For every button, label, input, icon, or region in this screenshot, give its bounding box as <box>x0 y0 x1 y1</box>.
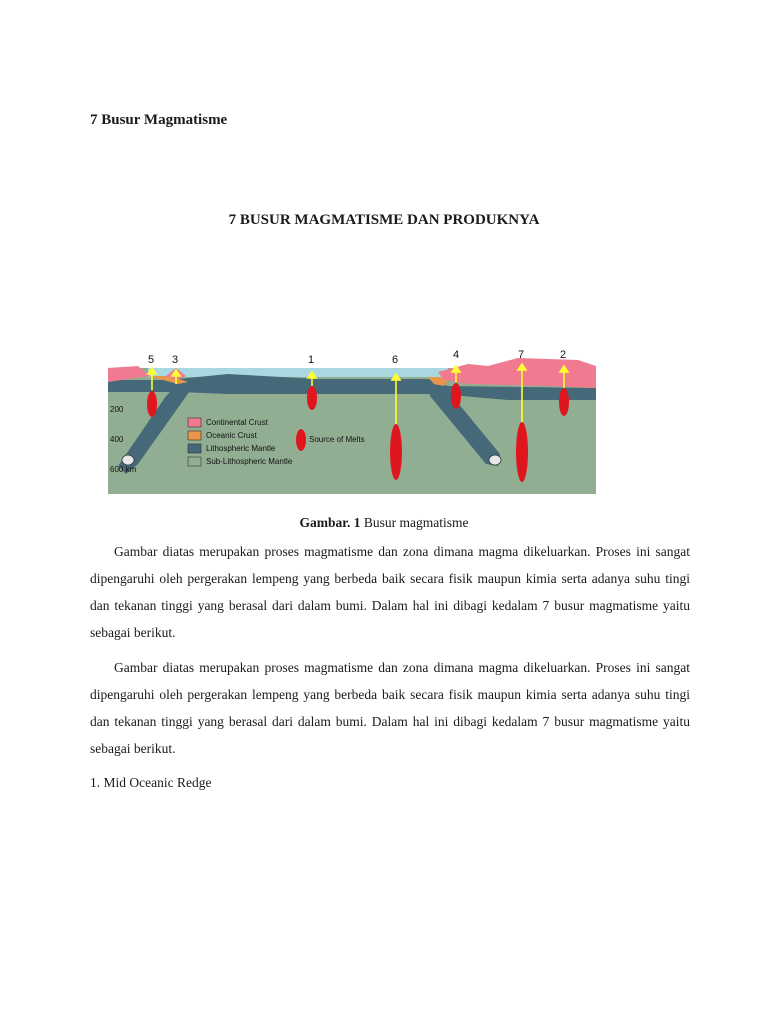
document-title: 7 BUSUR MAGMATISME DAN PRODUKNYA <box>228 212 540 228</box>
depth-label-600: 600 km <box>110 465 137 474</box>
melt-source-6 <box>390 424 402 480</box>
legend-continental-crust: Continental Crust <box>206 418 268 427</box>
body-paragraph: Gambar diatas merupakan proses magmatisme dan zona dimana magma dikeluarkan. Proses ini sangat dipengaruhi oleh pergerakan lempeng yang berbeda baik secara fisik maupun kimia serta adanya suhu tingi dan tekanan tinggi yang berasal dari dalam bumi. Dalam hal ini dibagi kedalam 7 busur magmatisme yaitu sebagai berikut. <box>90 544 690 640</box>
caption-text: Busur magmatisme <box>360 515 469 530</box>
legend-continental-crust-swatch <box>188 418 201 427</box>
depth-label-400: 400 <box>110 435 124 444</box>
melt-source-2 <box>559 388 569 416</box>
arc-number-7: 7 <box>518 349 525 361</box>
legend-melt-swatch <box>296 429 306 451</box>
arc-number-1: 1 <box>308 354 315 366</box>
arc-number-4: 4 <box>453 349 460 361</box>
legend-lithospheric-mantle: Lithospheric Mantle <box>206 444 276 453</box>
list-item: 1. Mid Oceanic Redge <box>90 775 212 790</box>
magmatism-figure <box>108 344 596 494</box>
melt-source-1 <box>307 386 317 410</box>
arc-number-3: 3 <box>172 354 179 366</box>
arc-number-6: 6 <box>392 354 399 366</box>
body-paragraph: Gambar diatas merupakan proses magmatisme dan zona dimana magma dikeluarkan. Proses ini sangat dipengaruhi oleh pergerakan lempeng yang berbeda baik secara fisik maupun kimia serta adanya suhu tingi dan tekanan tinggi yang berasal dari dalam bumi. Dalam hal ini dibagi kedalam 7 busur magmatisme yaitu sebagai berikut. <box>90 660 690 756</box>
ocean-area <box>148 368 448 377</box>
legend-sub-lithospheric-mantle: Sub-Lithospheric Mantle <box>206 457 293 466</box>
legend-sub-lithospheric-mantle-swatch <box>188 457 201 466</box>
legend-oceanic-crust-swatch <box>188 431 201 440</box>
melt-source-4 <box>451 383 461 409</box>
depth-label-200: 200 <box>110 405 124 414</box>
melt-source-5 <box>147 391 157 417</box>
arc-number-2: 2 <box>560 349 567 361</box>
figure-caption <box>0 515 768 531</box>
legend-oceanic-crust: Oceanic Crust <box>206 431 257 440</box>
legend-source-of-melts: Source of Melts <box>309 435 365 444</box>
right-slab-tip-icon <box>489 455 501 465</box>
caption-label: Gambar. 1 <box>299 515 361 530</box>
left-slab-tip-icon <box>122 455 134 465</box>
arc-number-5: 5 <box>148 354 155 366</box>
legend-lithospheric-mantle-swatch <box>188 444 201 453</box>
section-heading: 7 Busur Magmatisme <box>90 112 228 128</box>
melt-source-7 <box>516 422 528 482</box>
